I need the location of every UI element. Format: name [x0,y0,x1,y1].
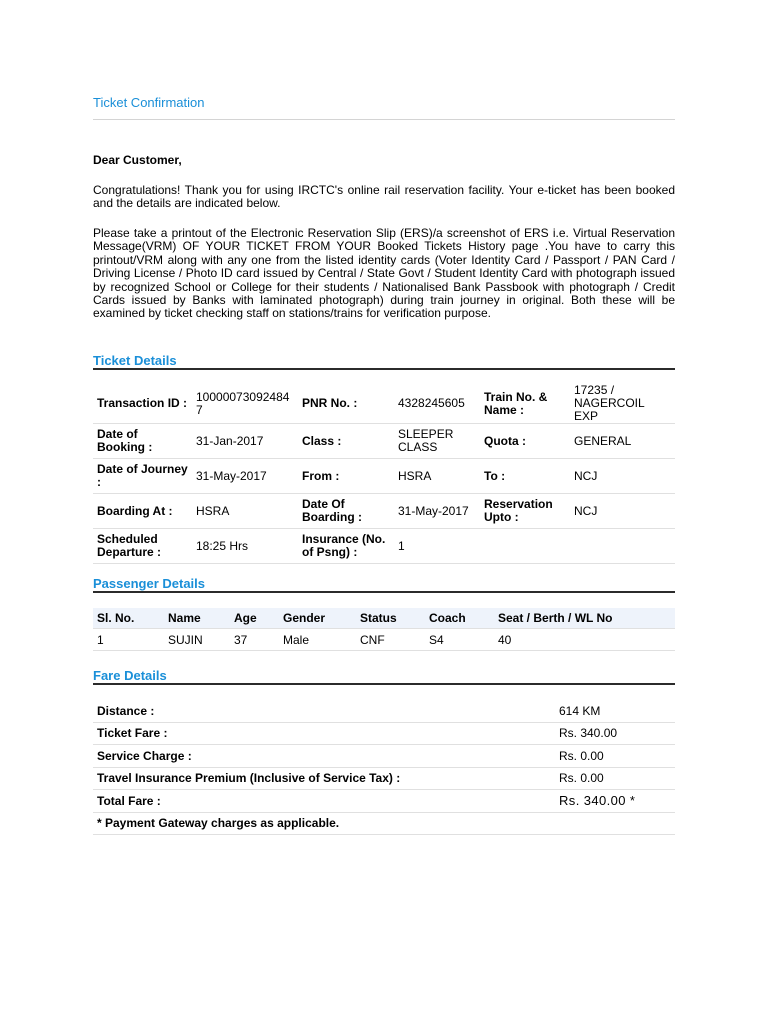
fare-label: Total Fare : [93,790,555,813]
ticket-details-row [93,459,675,494]
ticket-field-value: 31-Jan-2017 [192,424,298,459]
greeting: Dear Customer, [93,153,182,167]
ticket-field-label: To : [480,459,570,494]
ticket-field-label: Transaction ID : [93,384,192,424]
ticket-field-label: Train No. & Name : [480,384,570,424]
ticket-field-value [570,529,675,564]
ticket-details-row [93,494,675,529]
fare-label: Distance : [93,700,555,722]
ticket-details-heading: Ticket Details [93,353,177,368]
passenger-column-header: Seat / Berth / WL No [494,608,675,629]
page-title: Ticket Confirmation [93,95,205,110]
ticket-field-label: PNR No. : [298,384,394,424]
ticket-field-value: 17235 / NAGERCOIL EXP [570,384,675,424]
ticket-field-label: Date Of Boarding : [298,494,394,529]
passenger-row [93,629,675,651]
intro-paragraph-2: Please take a printout of the Electronic Reservation Slip (ERS)/a screenshot of ERS i.e. Virtual Reservation Message(VRM) OF YOUR TICKET FROM YOUR Booked Tickets History page .You have to carry this printout/VRM along with any one from the listed identity cards (Voter Identity Card / Passport / PAN Card / Driving License / Photo ID card issued by Central / State Govt / Student Identity Card with photograph issued by recognized School or College for their students / Nationalised Bank Passbook with photograph / Credit Cards issued by Banks with laminated photograph) during train journey in original. Both these will be examined by ticket checking staff on stations/trains for verification purpose. [93,226,675,321]
ticket-field-value: 31-May-2017 [394,494,480,529]
passenger-column-header: Sl. No. [93,608,164,629]
fare-value: Rs. 0.00 [555,745,675,768]
passenger-table [93,608,675,651]
fare-row [93,767,675,790]
ticket-field-label: From : [298,459,394,494]
ticket-field-value: 1 [394,529,480,564]
ticket-field-value: 4328245605 [394,384,480,424]
intro-paragraph-1: Congratulations! Thank you for using IRCTC's online rail reservation facility. Your e-ticket has been booked and the details are indicated below. [93,183,675,211]
passenger-column-header: Coach [425,608,494,629]
fare-row [93,722,675,745]
fare-value: Rs. 340.00 [555,722,675,745]
passenger-details-divider [93,591,675,593]
passenger-cell: S4 [425,629,494,651]
passenger-column-header: Gender [279,608,356,629]
fare-row [93,700,675,722]
passenger-cell: 40 [494,629,675,651]
ticket-field-value: 18:25 Hrs [192,529,298,564]
fare-details-divider [93,683,675,685]
passenger-column-header: Status [356,608,425,629]
ticket-field-value: NCJ [570,459,675,494]
ticket-field-label: Quota : [480,424,570,459]
ticket-field-value: 31-May-2017 [192,459,298,494]
passenger-details-heading: Passenger Details [93,576,206,591]
ticket-details-row [93,384,675,424]
fare-value: 614 KM [555,700,675,722]
ticket-details-table [93,384,675,564]
fare-value: Rs. 340.00 * [555,790,675,813]
fare-value: Rs. 0.00 [555,767,675,790]
ticket-field-label: Reservation Upto : [480,494,570,529]
ticket-details-row [93,529,675,564]
ticket-details-row [93,424,675,459]
passenger-cell: 37 [230,629,279,651]
ticket-field-value: HSRA [394,459,480,494]
ticket-field-value: SLEEPER CLASS [394,424,480,459]
fare-table [93,700,675,835]
passenger-column-header: Age [230,608,279,629]
fare-details-heading: Fare Details [93,668,167,683]
ticket-field-label: Boarding At : [93,494,192,529]
ticket-field-label: Scheduled Departure : [93,529,192,564]
ticket-field-value: 100000730924847 [192,384,298,424]
fare-note: * Payment Gateway charges as applicable. [93,812,675,835]
title-divider [93,119,675,120]
ticket-field-label: Class : [298,424,394,459]
fare-row [93,745,675,768]
fare-label: Travel Insurance Premium (Inclusive of Service Tax) : [93,767,555,790]
passenger-column-header: Name [164,608,230,629]
ticket-field-value: GENERAL [570,424,675,459]
ticket-details-divider [93,368,675,370]
ticket-field-label: Date of Journey : [93,459,192,494]
fare-row [93,790,675,813]
ticket-field-value: HSRA [192,494,298,529]
ticket-field-label: Insurance (No. of Psng) : [298,529,394,564]
ticket-field-value: NCJ [570,494,675,529]
passenger-cell: CNF [356,629,425,651]
fare-note-row [93,812,675,835]
fare-label: Service Charge : [93,745,555,768]
passenger-cell: Male [279,629,356,651]
passenger-cell: 1 [93,629,164,651]
ticket-field-label [480,529,570,564]
passenger-cell: SUJIN [164,629,230,651]
ticket-field-label: Date of Booking : [93,424,192,459]
fare-label: Ticket Fare : [93,722,555,745]
